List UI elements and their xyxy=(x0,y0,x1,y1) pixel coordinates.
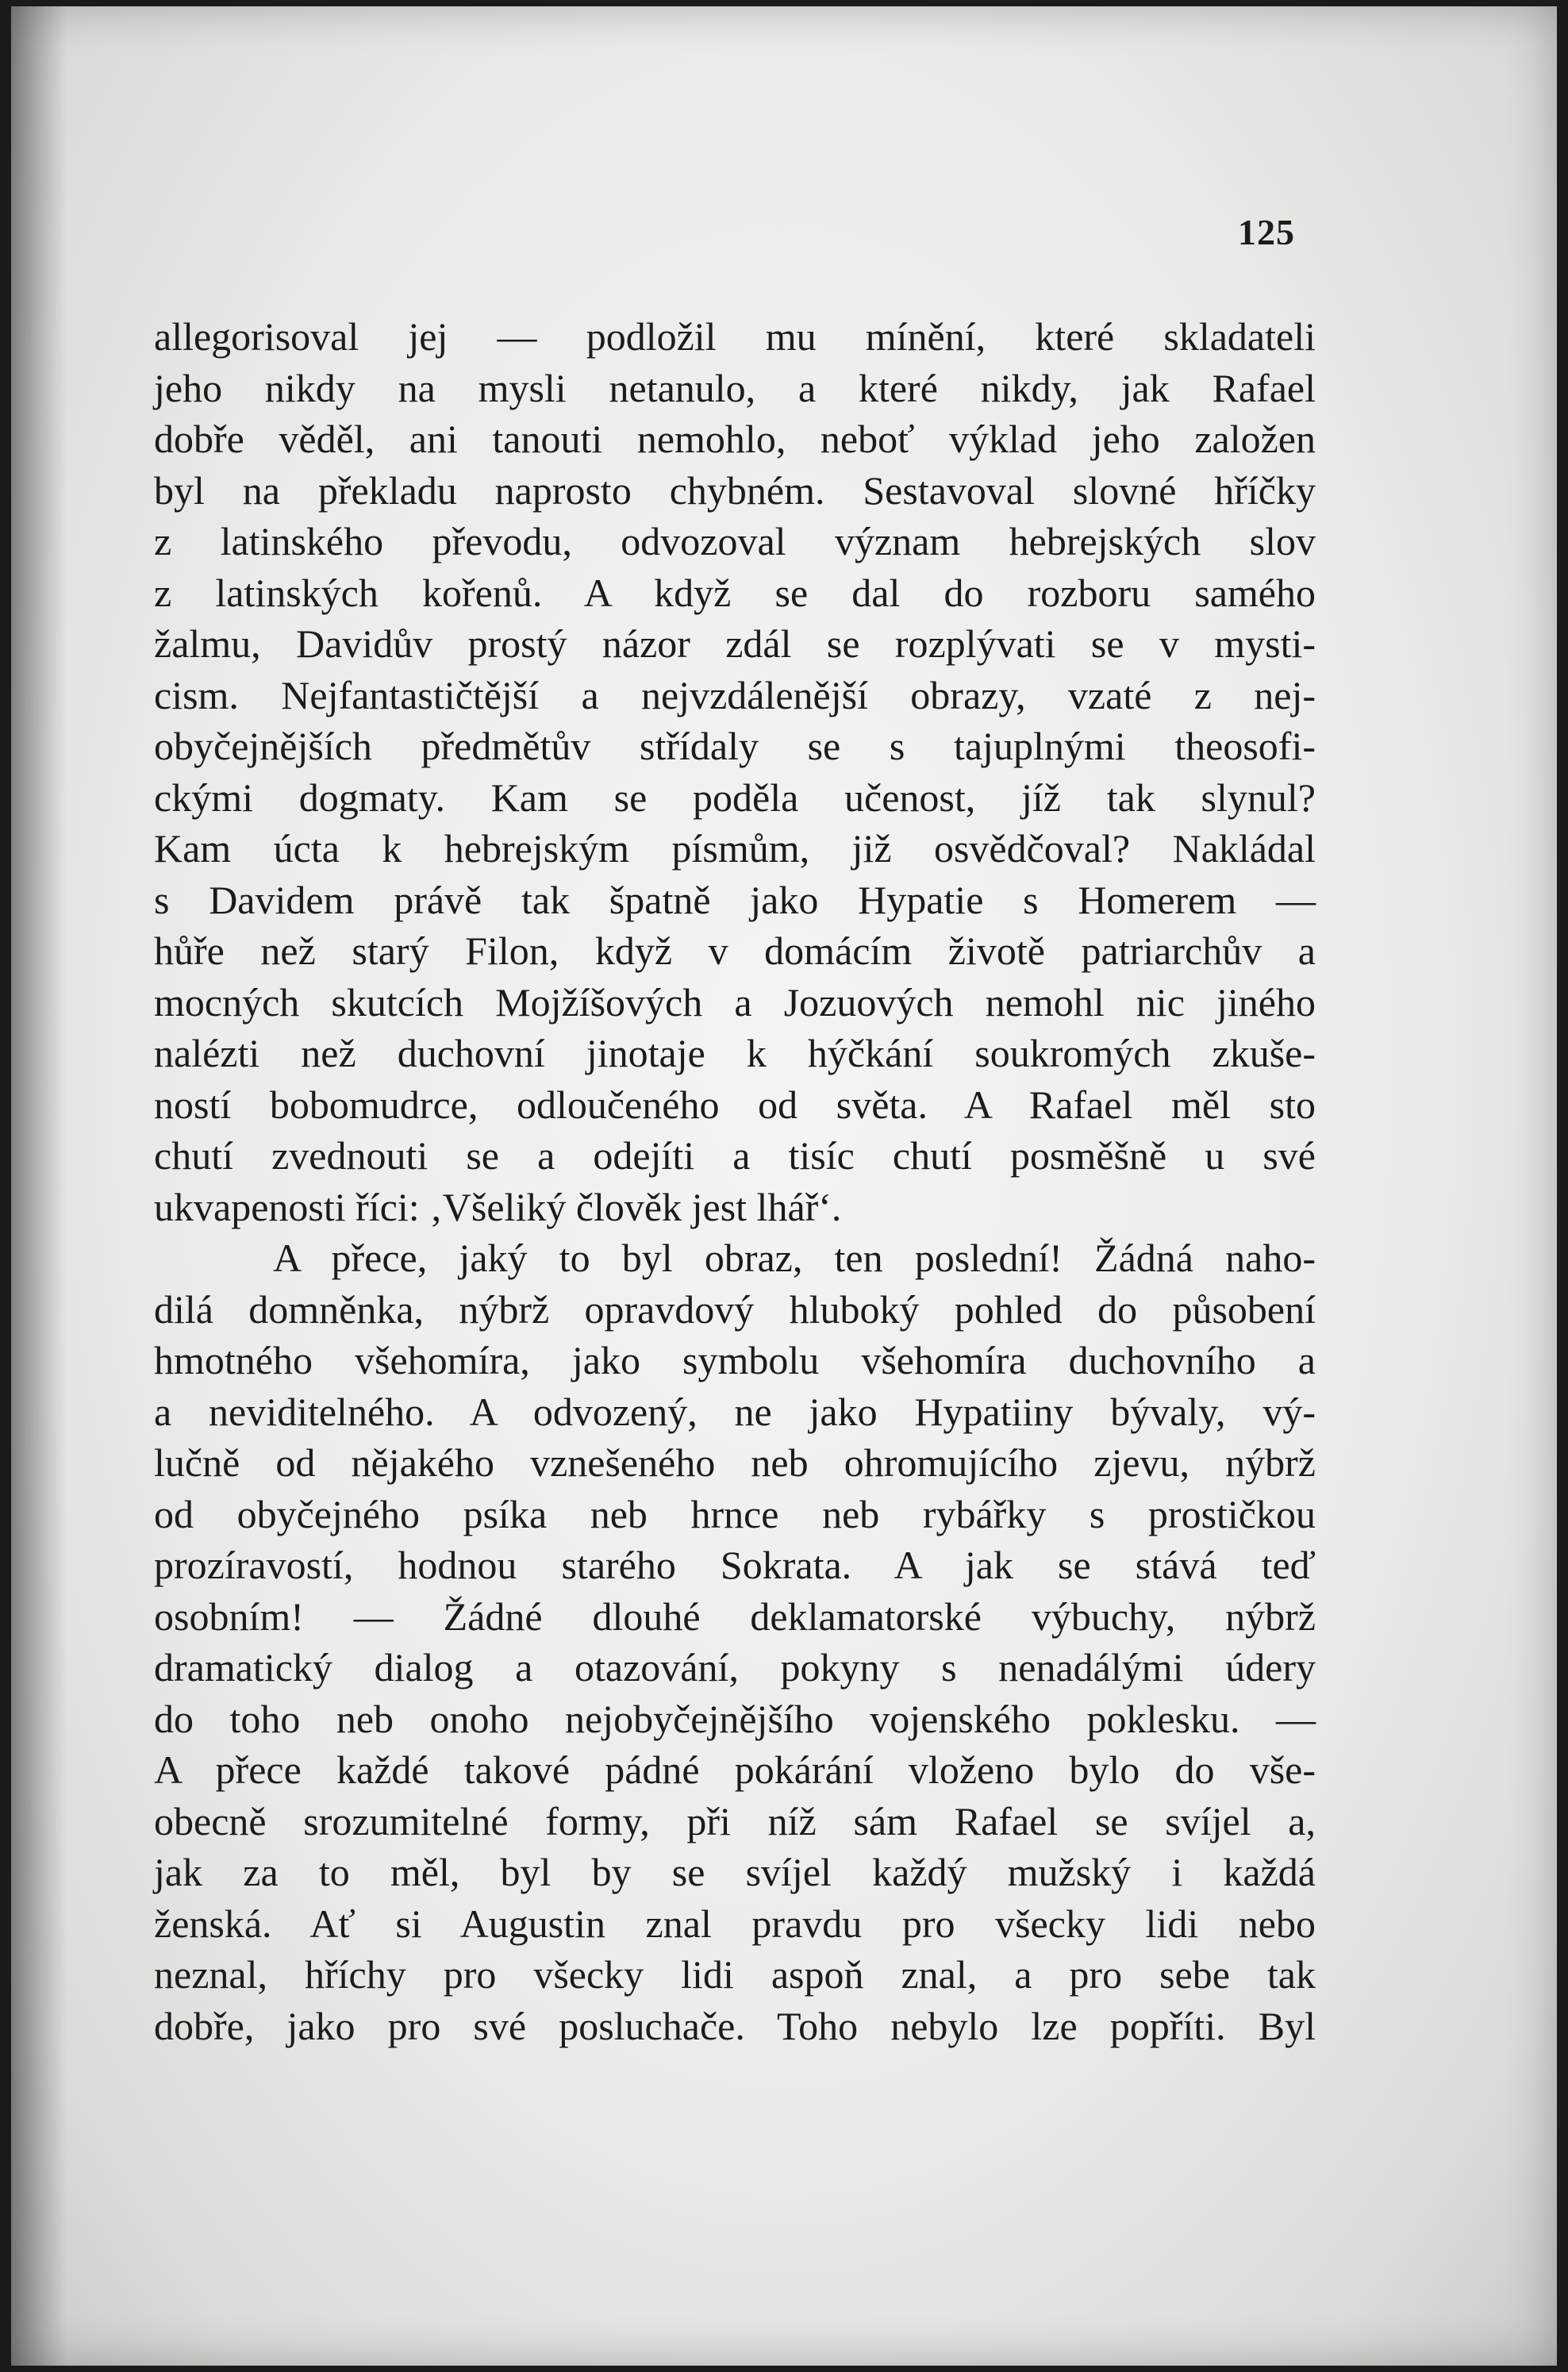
text-line: žalmu, Davidův prostý názor zdál se rozplývati se v mysti- xyxy=(154,621,1316,666)
text-line: prozíravostí, hodnou starého Sokrata. A jak se stává teď xyxy=(154,1543,1316,1587)
text-line: hmotného všehomíra, jako symbolu všehomíra duchovního a xyxy=(154,1338,1316,1382)
text-line: nalézti než duchovní jinotaje k hýčkání soukromých zkuše- xyxy=(154,1031,1316,1075)
page-number: 125 xyxy=(1238,212,1295,252)
text-line: od obyčejného psíka neb hrnce neb rybářky s prostičkou xyxy=(154,1491,1316,1536)
text-line: dobře, jako pro své posluchače. Toho nebylo lze popříti. Byl xyxy=(154,2003,1316,2048)
text-line: chutí zvednouti se a odejíti a tisíc chutí posměšně u své xyxy=(154,1133,1316,1178)
text-line: ženská. Ať si Augustin znal pravdu pro všecky lidi nebo xyxy=(154,1901,1316,1946)
spine-shadow xyxy=(11,6,67,2366)
text-line: a neviditelného. A odvozený, ne jako Hypatiiny bývaly, vý- xyxy=(154,1389,1316,1434)
text-line: do toho neb onoho nejobyčejnějšího vojenského poklesku. — xyxy=(154,1696,1316,1741)
paragraph-start-line: A přece, jaký to byl obraz, ten poslední! Žádná naho- xyxy=(273,1236,1316,1280)
text-line: z latinských kořenů. A když se dal do rozboru samého xyxy=(154,570,1316,615)
text-line: lučně od nějakého vznešeného neb ohromujícího zjevu, nýbrž xyxy=(154,1440,1316,1485)
text-line: neznal, hříchy pro všecky lidi aspoň znal, a pro sebe tak xyxy=(154,1952,1316,1997)
text-line: ností bobomudrce, odloučeného od světa. A Rafael měl sto xyxy=(154,1082,1316,1127)
text-line: dilá domněnka, nýbrž opravdový hluboký pohled do působení xyxy=(154,1286,1316,1332)
text-line: A přece každé takové pádné pokárání vloženo bylo do vše- xyxy=(154,1747,1316,1792)
text-line: allegorisoval jej — podložil mu mínění, které skladateli xyxy=(154,314,1316,359)
text-line: osobním! — Žádné dlouhé deklamatorské výbuchy, nýbrž xyxy=(154,1594,1316,1639)
text-line: z latinského převodu, odvozoval význam hebrejských slov xyxy=(154,519,1316,563)
paragraph-end-line: ukvapenosti říci: ‚Všeliký člověk jest lhář‘. xyxy=(154,1184,842,1229)
text-line: byl na překladu naprosto chybném. Sestavoval slovné hříčky xyxy=(154,467,1316,513)
text-line: mocných skutcích Mojžíšových a Jozuových nemohl nic jiného xyxy=(154,979,1316,1025)
text-line: jak za to měl, byl by se svíjel každý mužský i každá xyxy=(154,1850,1316,1894)
text-line: s Davidem právě tak špatně jako Hypatie s Homerem — xyxy=(154,877,1316,922)
text-line: Kam úcta k hebrejským písmům, již osvědčoval? Nakládal xyxy=(154,826,1316,871)
text-line: cism. Nejfantastičtější a nejvzdálenější obrazy, vzaté z nej- xyxy=(154,672,1316,717)
text-line: hůře než starý Filon, když v domácím životě patriarchův a xyxy=(154,928,1316,973)
text-line: dramatický dialog a otazování, pokyny s nenadálými údery xyxy=(154,1645,1316,1690)
text-line: obyčejnějších předmětův střídaly se s tajuplnými theosofi- xyxy=(154,724,1316,768)
body-text xyxy=(154,311,1316,2051)
text-line: jeho nikdy na mysli netanulo, a které nikdy, jak Rafael xyxy=(154,365,1316,410)
text-line: obecně srozumitelné formy, při níž sám Rafael se svíjel a, xyxy=(154,1798,1316,1843)
text-line: dobře věděl, ani tanouti nemohlo, neboť výklad jeho založen xyxy=(154,417,1316,461)
book-page xyxy=(11,6,1557,2366)
text-line: ckými dogmaty. Kam se poděla učenost, jíž tak slynul? xyxy=(154,775,1316,820)
